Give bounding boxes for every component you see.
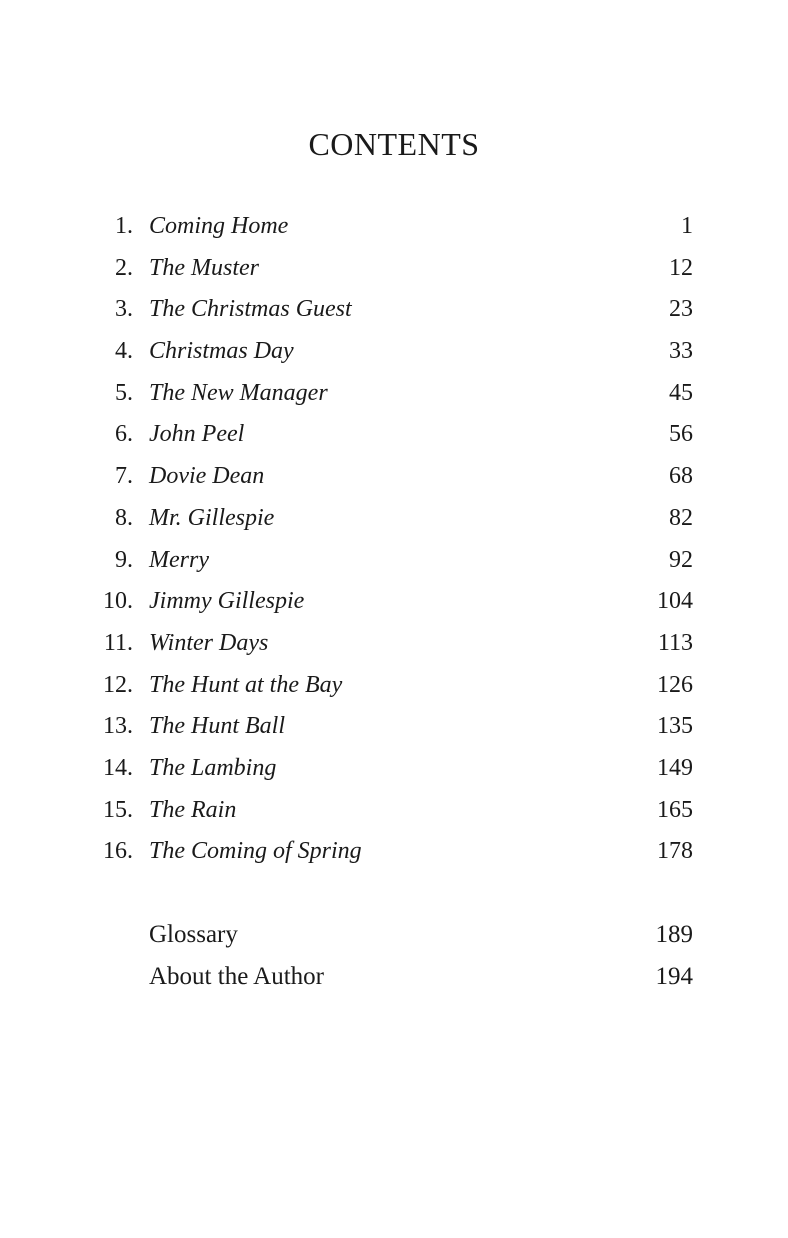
- page-title: CONTENTS: [308, 126, 480, 162]
- page-number: 1: [681, 213, 693, 239]
- toc-row[interactable]: [0, 623, 788, 665]
- chapter-title[interactable]: The Coming of Spring: [149, 838, 362, 865]
- page-number: 165: [657, 796, 693, 823]
- page-number: 12: [669, 254, 693, 281]
- page-number: 126: [657, 671, 693, 698]
- chapter-title[interactable]: The Christmas Guest: [149, 296, 352, 323]
- chapter-title[interactable]: Dovie Dean: [149, 463, 265, 490]
- chapter-title[interactable]: The Muster: [149, 254, 259, 281]
- chapter-number: 14.: [103, 754, 133, 781]
- page-number: 104: [657, 588, 693, 615]
- chapter-number: 9.: [115, 546, 133, 573]
- chapter-number: 2.: [115, 254, 133, 281]
- toc-row[interactable]: [0, 289, 788, 331]
- chapter-title[interactable]: Winter Days: [149, 629, 269, 656]
- page-number: 45: [669, 379, 693, 406]
- toc-row[interactable]: [0, 331, 788, 373]
- toc-row[interactable]: [0, 706, 788, 748]
- toc-row[interactable]: [0, 373, 788, 415]
- toc-row[interactable]: [0, 456, 788, 498]
- toc-row[interactable]: [0, 414, 788, 456]
- chapter-number: 4.: [115, 338, 133, 365]
- chapter-number: 13.: [103, 713, 133, 740]
- toc-row[interactable]: [0, 665, 788, 707]
- chapter-number: 10.: [103, 588, 133, 615]
- page-number: 135: [657, 713, 693, 740]
- page-number: 189: [655, 921, 693, 948]
- chapter-number: 8.: [115, 504, 133, 531]
- chapter-title[interactable]: John Peel: [149, 421, 245, 448]
- chapter-number: 1.: [115, 213, 133, 239]
- toc-row[interactable]: [0, 206, 788, 248]
- page-number: 178: [657, 838, 693, 865]
- backmatter-row-about-the-author[interactable]: [0, 956, 788, 998]
- page-number: 56: [669, 421, 693, 448]
- chapter-title[interactable]: The Lambing: [149, 754, 277, 781]
- chapter-number: 15.: [103, 796, 133, 823]
- page-number: 149: [657, 754, 693, 781]
- backmatter-title[interactable]: About the Author: [149, 962, 324, 990]
- page-number: 113: [657, 629, 693, 656]
- toc-row[interactable]: [0, 831, 788, 873]
- page-number: 33: [669, 338, 693, 365]
- chapter-number: 7.: [115, 463, 133, 490]
- toc-row[interactable]: [0, 581, 788, 623]
- chapter-number: 11.: [103, 629, 133, 656]
- backmatter-row-glossary[interactable]: [0, 914, 788, 956]
- chapter-title[interactable]: The Hunt Ball: [149, 713, 285, 740]
- page-number: 92: [669, 546, 693, 573]
- chapter-title[interactable]: Christmas Day: [149, 338, 294, 365]
- toc-row[interactable]: [0, 498, 788, 540]
- toc-row[interactable]: [0, 790, 788, 832]
- chapter-title[interactable]: Mr. Gillespie: [149, 504, 275, 531]
- toc-row[interactable]: [0, 540, 788, 582]
- chapter-number: 16.: [103, 838, 133, 865]
- chapter-number: 5.: [115, 379, 133, 406]
- chapter-title[interactable]: The Rain: [149, 796, 237, 823]
- backmatter-title[interactable]: Glossary: [149, 921, 238, 948]
- chapter-title[interactable]: Jimmy Gillespie: [149, 588, 305, 615]
- chapter-title[interactable]: The Hunt at the Bay: [149, 671, 343, 698]
- chapter-title[interactable]: Coming Home: [149, 213, 289, 239]
- chapter-title[interactable]: Merry: [149, 546, 209, 573]
- chapter-number: 12.: [103, 671, 133, 698]
- page-number: 82: [669, 504, 693, 531]
- chapter-number: 3.: [115, 296, 133, 323]
- toc-row[interactable]: [0, 748, 788, 790]
- page-number: 23: [669, 296, 693, 323]
- toc-row[interactable]: [0, 248, 788, 290]
- page-number: 194: [655, 962, 693, 990]
- chapter-list: [0, 206, 788, 873]
- chapter-number: 6.: [115, 421, 133, 448]
- chapter-title[interactable]: The New Manager: [149, 379, 328, 406]
- page-number: 68: [669, 463, 693, 490]
- backmatter-list: [0, 914, 788, 997]
